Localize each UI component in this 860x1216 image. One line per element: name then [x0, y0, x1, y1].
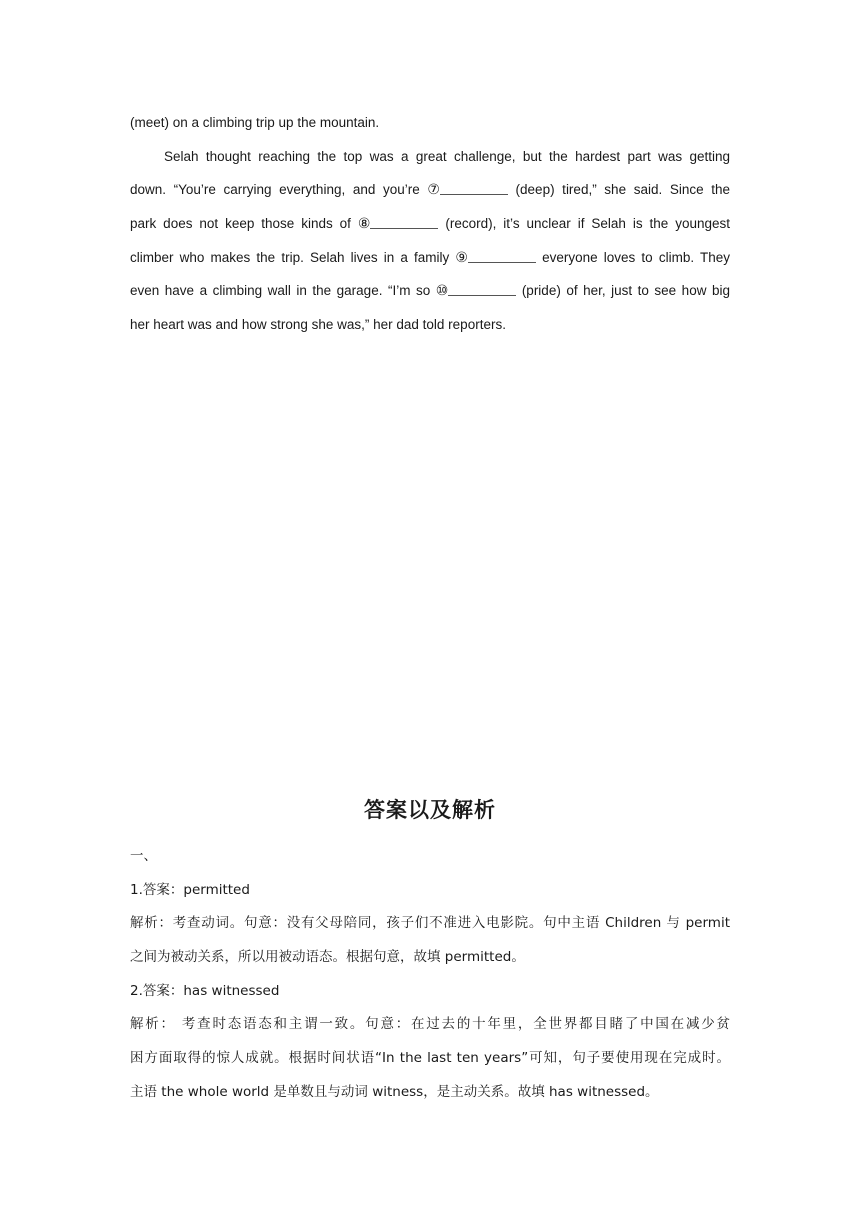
analysis-1-line: 解析：考查动词。句意：没有父母陪同，孩子们不准进入电影院。句中主语 Children 与 permit	[130, 915, 730, 932]
passage-text: even have a climbing wall in the garage. “I’m so	[130, 283, 431, 299]
blank-line	[448, 281, 516, 296]
passage-line	[130, 173, 730, 207]
part-heading: 一、	[130, 848, 157, 864]
passage-line	[130, 106, 730, 140]
passage-line	[130, 274, 730, 308]
passage-text: climber who makes the trip. Selah lives in a family	[130, 249, 450, 265]
answers-section	[130, 840, 730, 1110]
passage-line	[130, 241, 730, 275]
passage-text: park does not keep those kinds of	[130, 216, 351, 232]
passage-line	[130, 140, 730, 174]
blank-line	[440, 180, 508, 195]
blank-7[interactable]	[427, 182, 515, 197]
passage-text: everyone loves to climb. They	[542, 249, 730, 265]
passage-text: (deep) tired,” she said. Since the	[515, 182, 730, 198]
blank-number: ⑨	[455, 249, 468, 266]
answer-2: 2.答案：has witnessed	[130, 982, 280, 999]
passage-line	[130, 207, 730, 241]
analysis-2-line: 主语 the whole world 是单数且与动词 witness，是主动关系。故填 has witnessed。	[130, 1083, 659, 1100]
passage-text: (pride) of her, just to see how big	[521, 283, 730, 299]
passage-text: Selah thought reaching the top was a great challenge, but the hardest part was getting	[164, 148, 730, 164]
passage	[130, 106, 730, 342]
blank-number: ⑩	[435, 283, 449, 300]
passage-text: down. “You’re carrying everything, and you’re	[130, 182, 420, 198]
passage-line	[130, 308, 730, 342]
blank-9[interactable]	[455, 250, 542, 265]
blank-10[interactable]	[436, 283, 522, 298]
analysis-2-line: 困方面取得的惊人成就。根据时间状语“In the last ten years”可知，句子要使用现在完成时。	[130, 1050, 730, 1067]
blank-number: ⑧	[357, 216, 371, 233]
answers-title: 答案以及解析	[364, 798, 496, 822]
analysis-1-line: 之间为被动关系，所以用被动语态。根据句意，故填 permitted。	[130, 949, 525, 966]
blank-8[interactable]	[358, 216, 446, 231]
analysis-2-line: 解析： 考查时态语态和主谓一致。句意：在过去的十年里，全世界都目睹了中国在减少贫	[130, 1016, 730, 1033]
passage-text: (meet) on a climbing trip up the mountain.	[130, 115, 380, 130]
passage-text: her heart was and how strong she was,” her dad told reporters.	[130, 317, 506, 333]
blank-number: ⑦	[427, 182, 440, 199]
answer-1: 1.答案：permitted	[130, 881, 250, 898]
passage-text: (record), it’s unclear if Selah is the youngest	[445, 216, 730, 232]
blank-line	[468, 248, 536, 263]
blank-line	[370, 214, 438, 229]
